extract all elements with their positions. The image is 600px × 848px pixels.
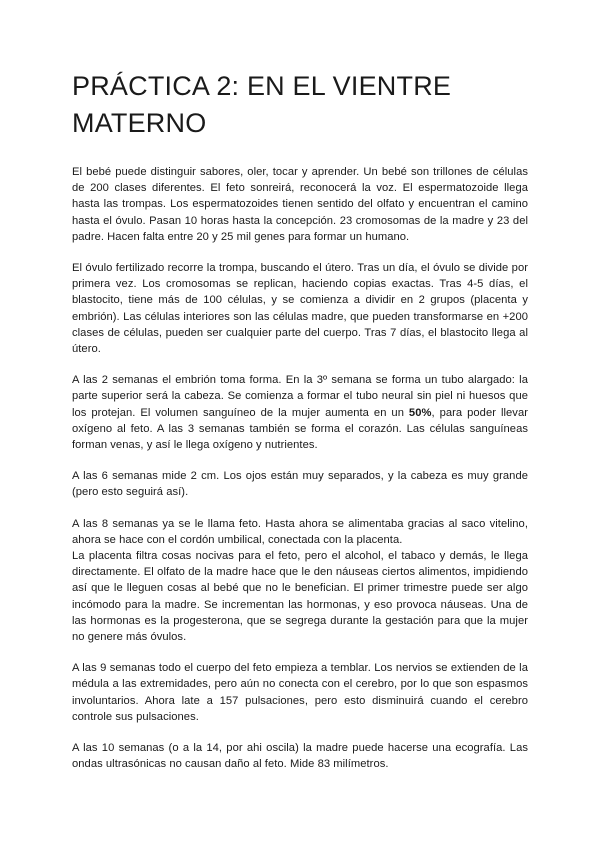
paragraph-2-semanas: A las 2 semanas el embrión toma forma. En la 3º semana se forma un tubo alargado: la parte superior será la cabeza. Se comienza a formar el tubo neural sin piel ni huesos que los protejan. El volumen sanguíneo de la mujer aumenta en un 50%, para poder llevar oxígeno al feto. A las 3 semanas también se forma el corazón. Las células sanguíneas forman venas, y así le llega oxígeno y nutrientes. <box>72 374 528 452</box>
paragraph-placenta: La placenta filtra cosas nocivas para el feto, pero el alcohol, el tabaco y demás, le llega directamente. El olfato de la madre hace que le den náuseas ciertos alimentos, impidiendo así que le lleguen cosas al bebé que no le benefician. El primer trimestre puede ser algo incómodo para la madre. Se incrementan las hormonas, y eso provoca náuseas. Una de las hormonas es la progesterona, que se segrega durante la gestación para que la mujer no genere más óvulos. <box>72 550 528 644</box>
paragraph-intro: El bebé puede distinguir sabores, oler, tocar y aprender. Un bebé son trillones de células de 200 clases diferentes. El feto sonreirá, reconocerá la voz. El espermatozoide llega hasta las trompas. Los espermatozoides tienen sentido del olfato y encuentran el camino hasta el óvulo. Pasan 10 horas hasta la concepción. 23 cromosomas de la madre y 23 del padre. Hacen falta entre 20 y 25 mil genes para formar un humano. <box>72 166 528 243</box>
paragraph-ovulo: El óvulo fertilizado recorre la trompa, buscando el útero. Tras un día, el óvulo se divide por primera vez. Los cromosomas se replican, haciendo copias exactas. Tras 4-5 días, el blastocito, tiene más de 100 células, y se comienza a dividir en 2 grupos (placenta y embrión). Las células interiores son las células madre, que pueden transformarse en +200 clases de células, pueden ser cualquier parte del cuerpo. Tras 7 días, el blastocito llega al útero. <box>72 262 528 356</box>
paragraph-6-semanas: A las 6 semanas mide 2 cm. Los ojos están muy separados, y la cabeza es muy grande (pero esto seguirá así). <box>72 470 528 499</box>
paragraph-10-semanas: A las 10 semanas (o a la 14, por ahi oscila) la madre puede hacerse una ecografía. Las ondas ultrasónicas no causan daño al feto. Mide 83 milímetros. <box>72 742 528 771</box>
document-title: PRÁCTICA 2: EN EL VIENTRE MATERNO <box>72 71 452 138</box>
paragraph-8-semanas: A las 8 semanas ya se le llama feto. Hasta ahora se alimentaba gracias al saco vitelino, ahora se hace con el cordón umbilical, conectada con la placenta. <box>72 517 528 546</box>
paragraph-9-semanas: A las 9 semanas todo el cuerpo del feto empieza a temblar. Los nervios se extienden de la médula a las extremidades, pero aún no conecta con el cerebro, por lo que son espasmos involuntarios. Ahora late a 157 pulsaciones, pero esto disminuirá cuando el cerebro controle sus pulsaciones. <box>72 662 528 723</box>
